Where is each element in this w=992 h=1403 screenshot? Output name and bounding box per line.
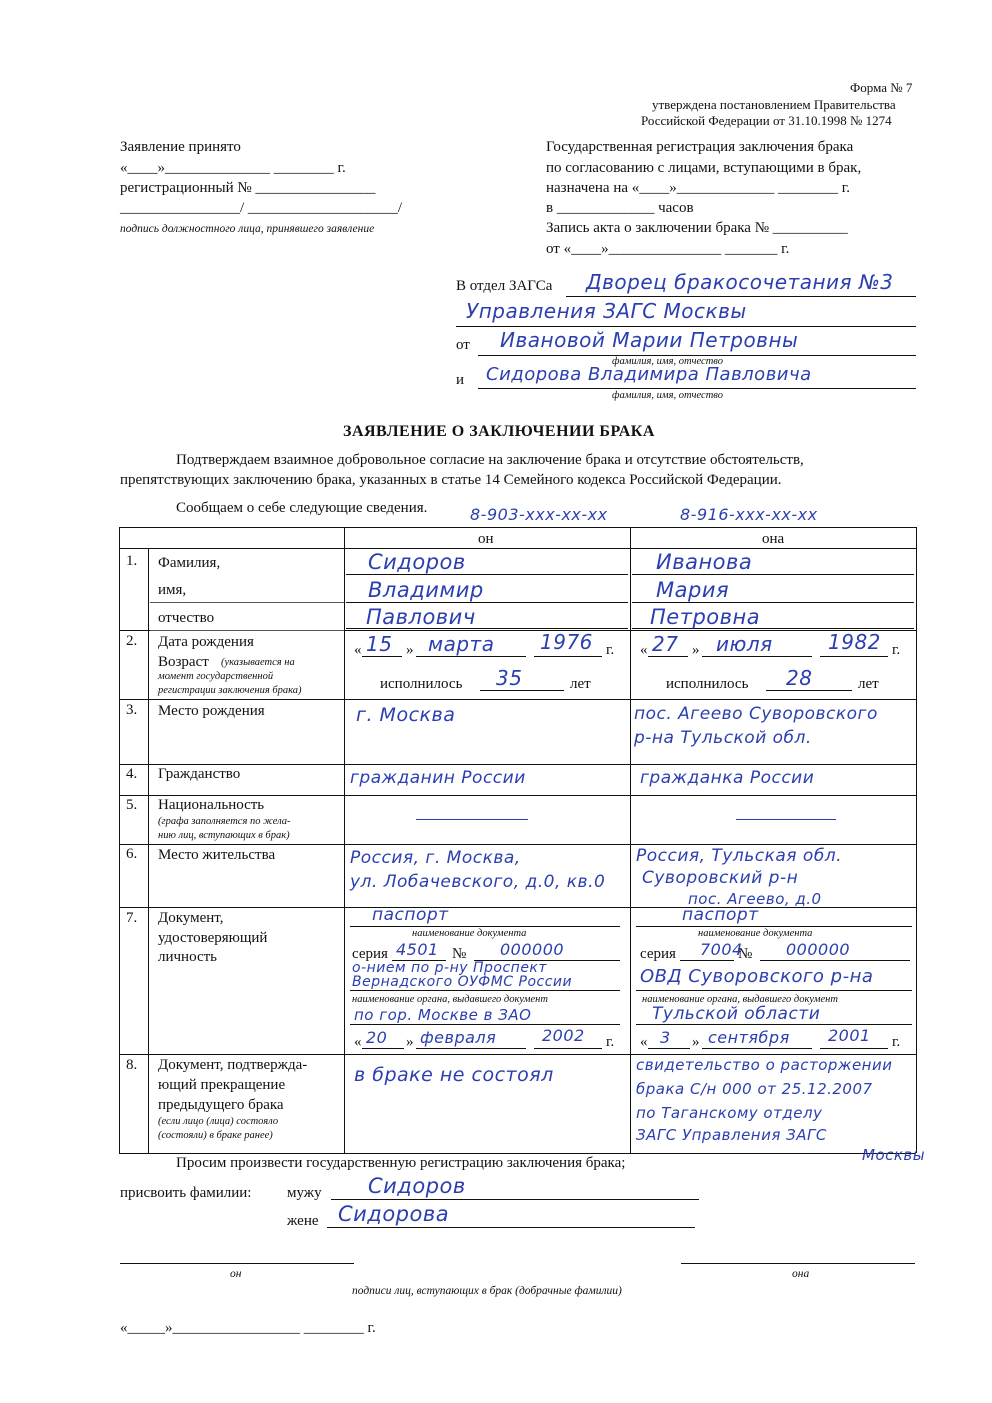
he-prev-marriage: в браке не состоял [354, 1064, 554, 1086]
she-residence-2: Суворовский р-н [642, 868, 799, 888]
she-prev-marriage-3: по Таганскому отделу [636, 1104, 823, 1122]
she-birthplace-2: р-на Тульской обл. [634, 728, 812, 748]
she-patronymic: Петровна [650, 605, 761, 629]
row-8-label-1: Документ, подтвержда- [158, 1057, 308, 1073]
accepted-date-line: «____»______________ ________ г. [120, 160, 346, 176]
she-age-years: лет [858, 676, 879, 692]
she-residence-3: пос. Агеево, д.0 [688, 890, 822, 908]
she-birthplace-1: пос. Агеево Суворовского [634, 704, 878, 724]
he-issue-day: 20 [366, 1028, 388, 1047]
she-issue-close-quote: » [692, 1034, 700, 1050]
she-prev-marriage-4: ЗАГС Управления ЗАГС [636, 1126, 827, 1144]
from-handwritten: Ивановой Марии Петровны [500, 328, 799, 352]
he-issuer-3: по гор. Москве в ЗАО [354, 1006, 532, 1024]
row-2-num: 2. [126, 633, 138, 649]
row-3-num: 3. [126, 702, 138, 718]
row-2-label-2-note: (указывается на [221, 657, 295, 668]
she-residence-1: Россия, Тульская обл. [636, 846, 843, 866]
she-birth-day: 27 [652, 632, 679, 656]
she-issuer-1: ОВД Суворовского р-на [640, 966, 874, 987]
he-issue-open-quote: « [354, 1034, 362, 1050]
she-prev-marriage-1: свидетельство о расторжении [636, 1056, 893, 1074]
row-8-num: 8. [126, 1057, 138, 1073]
he-issue-year: 2002 [542, 1026, 585, 1045]
row-2-label-1: Дата рождения [158, 634, 254, 650]
row-2-note-3: регистрации заключения брака) [158, 685, 302, 696]
she-prev-marriage-2: брака С/н 000 от 25.12.2007 [636, 1080, 873, 1098]
zags-label: В отдел ЗАГСа [456, 278, 553, 294]
he-residence-1: Россия, г. Москва, [350, 848, 521, 868]
he-issuer-caption: наименование органа, выдавшего документ [352, 994, 548, 1005]
fio-caption-1: фамилия, имя, отчество [612, 356, 723, 367]
intro-line-2: препятствующих заключению брака, указанных в статье 14 Семейного кодекса Российской Федерации. [120, 472, 782, 488]
she-age: 28 [786, 666, 813, 690]
she-date-year-suffix: г. [892, 642, 901, 658]
she-series: 7004 [700, 940, 743, 959]
he-date-close-quote: » [406, 642, 414, 658]
row-6-num: 6. [126, 846, 138, 862]
she-birth-month: июля [716, 632, 773, 656]
she-birth-year: 1982 [828, 630, 881, 654]
she-issue-year-suffix: г. [892, 1034, 901, 1050]
wife-surname: Сидорова [338, 1202, 450, 1226]
she-series-label: серия [640, 946, 676, 962]
row-5-label: Национальность [158, 797, 265, 813]
row-2-note-2: момент государственной [158, 671, 274, 682]
he-number-label: № [452, 946, 467, 962]
accepted-title: Заявление принято [120, 139, 241, 155]
signatures-caption: подписи лиц, вступающих в брак (добрачные фамилии) [352, 1285, 622, 1297]
col-header-she: она [762, 531, 785, 547]
row-8-note-2: (состояли) в браке ранее) [158, 1130, 273, 1141]
she-doc-type: паспорт [682, 905, 759, 925]
row-7-label-2: удостоверяющий [158, 930, 268, 946]
row-4-label: Гражданство [158, 766, 241, 782]
he-surname: Сидоров [368, 550, 466, 574]
accepted-sign-caption: подпись должностного лица, принявшего заявление [120, 223, 375, 235]
row-5-note-2: нию лиц, вступающих в брак) [158, 830, 290, 841]
request-text: Просим произвести государственную регистрацию заключения брака; [176, 1155, 626, 1171]
he-birth-day: 15 [366, 632, 393, 656]
accepted-sign-line: ________________/ ____________________/ [120, 200, 403, 216]
zags-handwritten-2: Управления ЗАГС Москвы [466, 299, 747, 323]
and-label: и [456, 372, 465, 388]
row-1-patronymic-label: отчество [158, 610, 215, 626]
registration-line-2: по согласованию с лицами, вступающими в брак, [546, 160, 862, 176]
she-signature-caption: она [792, 1268, 810, 1280]
row-1-surname-label: Фамилия, [158, 555, 221, 571]
she-date-close-quote: » [692, 642, 700, 658]
she-name: Мария [656, 578, 730, 602]
she-issue-year: 2001 [828, 1026, 871, 1045]
zags-handwritten-1: Дворец бракосочетания №3 [586, 270, 894, 294]
fio-caption-2: фамилия, имя, отчество [612, 390, 723, 401]
she-citizenship: гражданка России [640, 768, 815, 788]
he-signature-caption: он [230, 1268, 242, 1280]
row-5-note-1: (графа заполняется по жела- [158, 816, 291, 827]
he-series: 4501 [396, 940, 439, 959]
row-7-num: 7. [126, 910, 138, 926]
col-header-he: он [478, 531, 494, 547]
phone-she: 8-916-xxx-xx-xx [680, 505, 818, 524]
she-date-open-quote: « [640, 642, 648, 658]
row-8-label-3: предыдущего брака [158, 1097, 284, 1113]
she-age-label: исполнилось [666, 676, 749, 692]
and-handwritten: Сидорова Владимира Павловича [486, 364, 812, 385]
intro-line-3: Сообщаем о себе следующие сведения. [176, 500, 428, 516]
row-4-num: 4. [126, 766, 138, 782]
he-issue-close-quote: » [406, 1034, 414, 1050]
he-number: 000000 [500, 940, 565, 959]
accepted-reg-line: регистрационный № ________________ [120, 180, 376, 196]
phone-he: 8-903-xxx-xx-xx [470, 505, 608, 524]
he-date-open-quote: « [354, 642, 362, 658]
husband-label: мужу [287, 1185, 322, 1201]
from-label: от [456, 337, 470, 353]
registration-line-3: назначена на «____»_____________ ________ г. [546, 180, 850, 196]
footer-date-line: «_____»_________________ ________ г. [120, 1320, 376, 1336]
registration-line-4: в _____________ часов [546, 200, 694, 216]
he-residence-2: ул. Лобачевского, д.0, кв.0 [350, 872, 606, 892]
he-age-years: лет [570, 676, 591, 692]
he-age: 35 [496, 666, 523, 690]
intro-line-1: Подтверждаем взаимное добровольное согласие на заключение брака и отсутствие обстоятельств, [176, 452, 804, 468]
row-8-note-1: (если лицо (лица) состояло [158, 1116, 279, 1127]
he-series-label: серия [352, 946, 388, 962]
she-surname: Иванова [656, 550, 753, 574]
row-5-num: 5. [126, 797, 138, 813]
assign-label: присвоить фамилии: [120, 1185, 252, 1201]
she-number-label: № [738, 946, 753, 962]
registration-line-6: от «____»_______________ _______ г. [546, 241, 790, 257]
form-number: Форма № 7 [850, 80, 913, 95]
he-name: Владимир [368, 578, 484, 602]
he-birth-year: 1976 [540, 630, 593, 654]
he-birth-month: марта [428, 632, 495, 656]
she-issuer-2: Тульской области [652, 1004, 821, 1024]
registration-line-5: Запись акта о заключении брака № __________ [546, 220, 848, 236]
he-doc-caption: наименование документа [412, 928, 527, 939]
she-issuer-caption: наименование органа, выдавшего документ [642, 994, 838, 1005]
registration-line-1: Государственная регистрация заключения брака [546, 139, 854, 155]
he-issuer-1: о-нием по р-ну Проспект [352, 960, 548, 976]
he-doc-type: паспорт [372, 905, 449, 925]
he-patronymic: Павлович [366, 605, 476, 629]
husband-surname: Сидоров [368, 1174, 466, 1198]
approved-line-1: утверждена постановлением Правительства [652, 97, 896, 112]
approved-line-2: Российской Федерации от 31.10.1998 № 1274 [641, 113, 892, 128]
he-date-year-suffix: г. [606, 642, 615, 658]
row-1-num: 1. [126, 553, 138, 569]
she-doc-caption: наименование документа [698, 928, 813, 939]
she-number: 000000 [786, 940, 851, 959]
row-7-label-1: Документ, [158, 910, 224, 926]
he-birthplace: г. Москва [356, 704, 456, 726]
she-issue-month: сентября [708, 1028, 790, 1047]
document-title: ЗАЯВЛЕНИЕ О ЗАКЛЮЧЕНИИ БРАКА [343, 423, 655, 440]
he-citizenship: гражданин России [350, 768, 526, 788]
she-prev-marriage-5: Москвы [862, 1146, 926, 1164]
wife-label: жене [287, 1213, 319, 1229]
row-8-label-2: ющий прекращение [158, 1077, 286, 1093]
she-issue-day: 3 [660, 1028, 671, 1047]
row-6-label: Место жительства [158, 847, 276, 863]
row-2-label-2: Возраст [158, 654, 209, 670]
row-7-label-3: личность [158, 949, 218, 965]
he-age-label: исполнилось [380, 676, 463, 692]
row-3-label: Место рождения [158, 703, 265, 719]
row-1-name-label: имя, [158, 582, 187, 598]
she-issue-open-quote: « [640, 1034, 648, 1050]
he-issue-year-suffix: г. [606, 1034, 615, 1050]
he-issue-month: февраля [420, 1028, 497, 1047]
he-issuer-2: Вернадского ОУФМС России [352, 974, 573, 990]
